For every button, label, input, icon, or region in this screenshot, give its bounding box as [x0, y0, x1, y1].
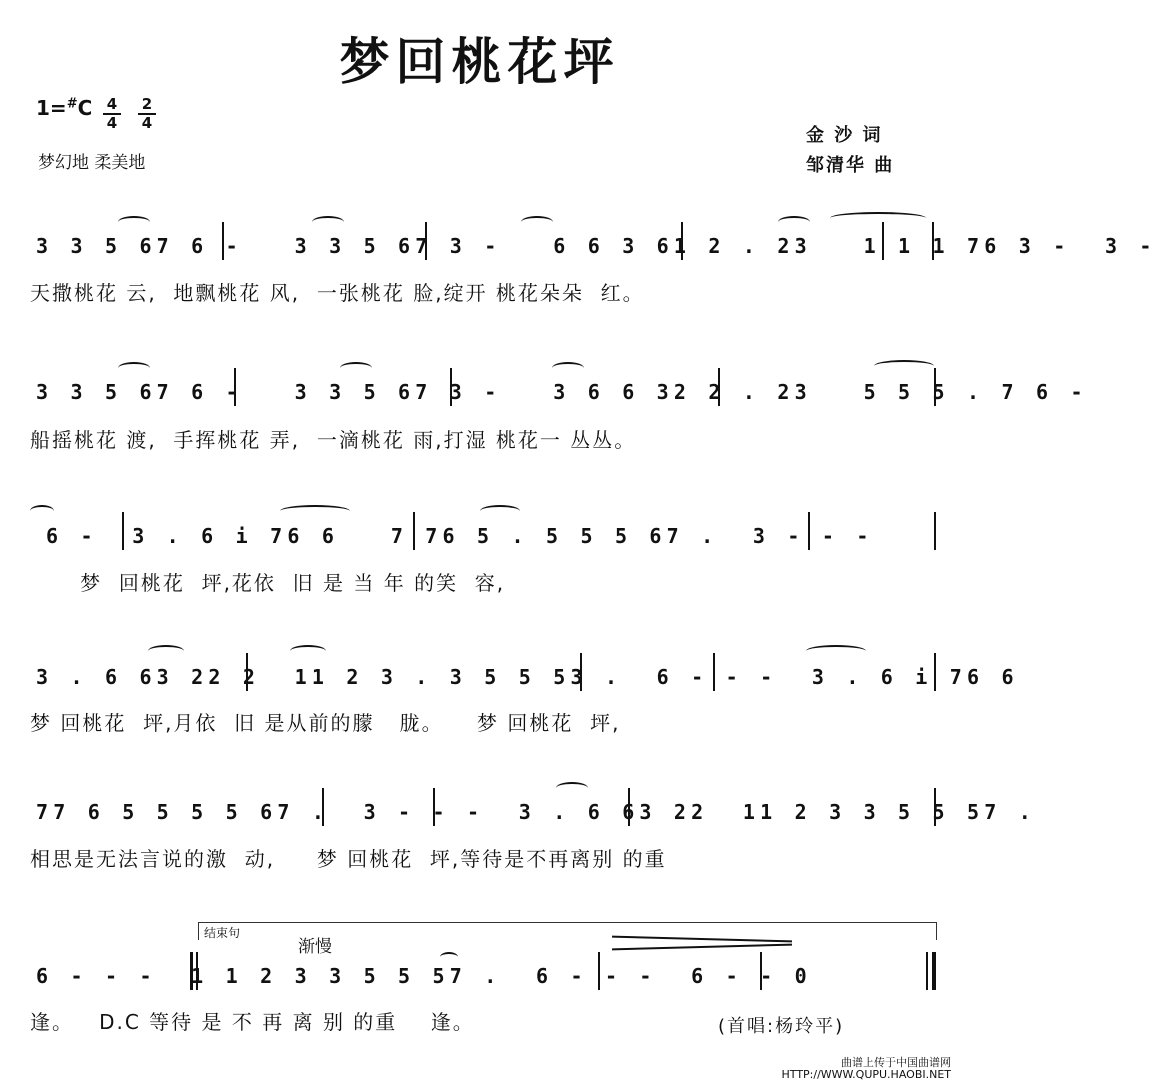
- slur: [148, 645, 184, 657]
- decrescendo-icon: [612, 936, 792, 943]
- barline: [681, 222, 683, 260]
- slur: [521, 216, 553, 228]
- time-sig-2-bottom: 4: [141, 114, 153, 132]
- slur: [280, 505, 350, 517]
- barline: [628, 788, 630, 826]
- slur: [312, 216, 344, 228]
- lyrics-line-1: 天撒桃花 云, 地飘桃花 风, 一张桃花 脸,绽开 桃花朵朵 红。: [30, 281, 645, 305]
- barline: [246, 653, 248, 691]
- ending-bracket: [198, 922, 936, 923]
- repeat-barline: [196, 952, 198, 990]
- watermark-line-2: HTTP://WWW.QUPU.HAOBI.NET: [781, 1068, 951, 1081]
- barline: [425, 222, 427, 260]
- time-signature-2-4: [138, 97, 156, 131]
- time-signature-4-4: [103, 97, 121, 131]
- time-sig-1-bottom: 4: [106, 114, 118, 132]
- barline: [882, 222, 884, 260]
- key-prefix: 1=: [36, 96, 67, 120]
- slur: [118, 216, 150, 228]
- time-sig-2-top: 2: [141, 95, 153, 113]
- lyrics-line-4: 梦 回桃花 坪,月依 旧 是从前的朦 胧。 梦 回桃花 坪,: [30, 711, 621, 735]
- barline: [322, 788, 324, 826]
- page-title: 梦回桃花坪: [339, 33, 620, 91]
- barline: [580, 653, 582, 691]
- notes-line-3: 6 - 3 . 6 i 76 6 7 76 5 . 5 5 5 67 . 3 - - -: [46, 524, 874, 548]
- slur: [806, 645, 866, 657]
- lyricist-credit: 金 沙 词: [806, 125, 883, 146]
- barline: [718, 368, 720, 406]
- barline: [450, 368, 452, 406]
- barline: [934, 653, 936, 691]
- barline: [433, 788, 435, 826]
- key-note: C: [77, 96, 93, 120]
- slur: [778, 216, 810, 228]
- time-sig-1-top: 4: [106, 95, 118, 113]
- lyrics-line-5: 相思是无法言说的激 动, 梦 回桃花 坪,等待是不再离别 的重: [30, 847, 667, 871]
- watermark-line-1: 曲谱上传于中国曲谱网: [841, 1056, 951, 1069]
- notes-line-1: 3 3 5 67 6 - 3 3 5 67 3 - 6 6 3 61 2 . 23 1 1 1 76 3 - 3 -: [36, 234, 1157, 258]
- notes-line-6: 6 - - - 1 1 2 3 3 5 5 57 . 6 - - - 6 - - 0: [36, 964, 812, 988]
- lyrics-line-3: 梦 回桃花 坪,花依 旧 是 当 年 的笑 容,: [30, 571, 506, 595]
- ritardando-marking: 渐慢: [298, 937, 332, 957]
- tempo-marking: 梦幻地 柔美地: [38, 153, 146, 173]
- barline: [932, 222, 934, 260]
- barline: [222, 222, 224, 260]
- barline: [713, 653, 715, 691]
- barline: [934, 788, 936, 826]
- slur: [118, 362, 150, 374]
- slur: [290, 645, 326, 657]
- fermata-icon: [440, 952, 458, 962]
- barline: [934, 368, 936, 406]
- decrescendo-icon: [612, 944, 792, 951]
- barline: [122, 512, 124, 550]
- notes-line-5: 77 6 5 5 5 5 67 . 3 - - - 3 . 6 63 22 11 2 3 3 5 5 57 .: [36, 800, 1036, 824]
- barline: [760, 952, 762, 990]
- lyrics-line-2: 船摇桃花 渡, 手挥桃花 弄, 一滴桃花 雨,打湿 桃花一 丛丛。: [30, 428, 637, 452]
- composer-credit: 邹清华 曲: [806, 155, 895, 176]
- first-singer-credit: (首唱:杨玲平): [718, 1016, 845, 1037]
- barline: [934, 512, 936, 550]
- lyrics-line-6: 逢。 D.C 等待 是 不 再 离 别 的重 逢。: [30, 1010, 475, 1034]
- site-watermark: [782, 1057, 951, 1081]
- tie: [30, 505, 54, 517]
- barline: [598, 952, 600, 990]
- barline: [808, 512, 810, 550]
- tie: [830, 212, 926, 224]
- ending-label: 结束句: [204, 926, 241, 940]
- final-barline: [926, 952, 928, 990]
- barline: [234, 368, 236, 406]
- ending-bracket-right: [936, 922, 937, 940]
- key-signature: [36, 96, 92, 120]
- notes-line-4: 3 . 6 63 22 2 11 2 3 . 3 5 5 53 . 6 - - - 3 . 6 i 76 6: [36, 665, 1019, 689]
- barline: [413, 512, 415, 550]
- repeat-barline: [190, 952, 193, 990]
- slur: [552, 362, 584, 374]
- slur: [556, 782, 588, 794]
- final-barline: [932, 952, 936, 990]
- notes-line-2: 3 3 5 67 6 - 3 3 5 67 3 - 3 6 6 32 2 . 23 5 5 5 . 7 6 -: [36, 380, 1088, 404]
- ending-bracket-left: [198, 922, 199, 940]
- key-sharp: #: [66, 96, 78, 112]
- slur: [480, 505, 520, 517]
- tie: [874, 360, 934, 372]
- slur: [340, 362, 372, 374]
